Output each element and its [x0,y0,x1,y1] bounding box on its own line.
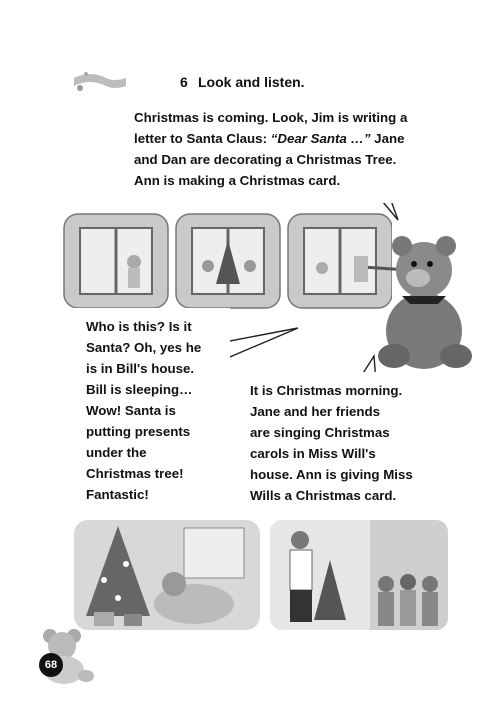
quote-text: “Dear Santa …” [270,131,371,146]
santa-scene-illustration [74,520,260,630]
page-number: 68 [39,653,63,677]
section-number: 6 [180,74,188,90]
bubble-line: Ann is making a Christmas card. [134,173,341,188]
carol-singers-illustration [270,520,448,630]
bubble-line: house. Ann is giving Miss [250,467,413,482]
bubble-line: Santa? Oh, yes he [86,340,202,355]
window-1 [64,214,168,308]
bubble-line: carols in Miss Will's [250,446,376,461]
bubble-line: Fantastic! [86,487,149,502]
bubble-line: Jane and her friends [250,404,381,419]
teddy-bear-illustration [368,226,478,376]
bubble-line: Christmas tree! [86,466,184,481]
bubble-line: Christmas is coming. Look, Jim is writing a [134,110,408,125]
section-title: Look and listen. [198,74,305,90]
speech-bubble-left [70,308,230,514]
windows-illustration [62,212,392,312]
bubble-line: Who is this? Is it [86,319,192,334]
bubble-line: is in Bill's house. [86,361,195,376]
bubble-line: letter to Santa Claus: “Dear Santa …” Jane [134,131,405,146]
window-2 [176,214,280,308]
bubble-line: putting presents [86,424,191,439]
bubble-line: It is Christmas morning. [250,383,403,398]
bubble-line: under the [86,445,147,460]
speech-bubble-right [236,372,440,516]
bubble-line: Wow! Santa is [86,403,176,418]
bubble-line: Wills a Christmas card. [250,488,397,503]
speech-bubble-top [120,99,450,203]
bubble-line: Bill is sleeping… [86,382,193,397]
bubble-line: are singing Christmas [250,425,390,440]
bubble-line: and Dan are decorating a Christmas Tree. [134,152,397,167]
